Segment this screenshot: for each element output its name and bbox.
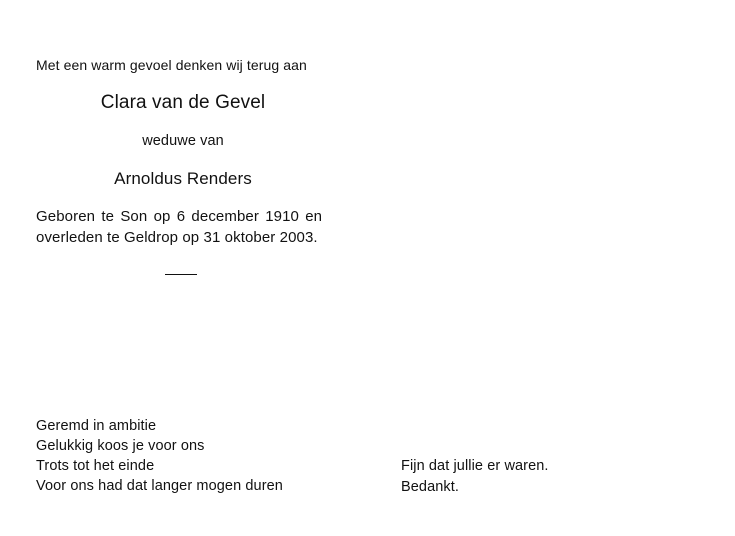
death-line: overleden te Geldrop op 31 oktober 2003.	[36, 229, 318, 246]
poem-line: Geremd in ambitie	[36, 418, 157, 434]
birth-line: Geboren te Son op 6 december 1910 en	[36, 208, 323, 225]
relation-text: weduwe van	[142, 133, 224, 149]
intro-text: Met een warm gevoel denken wij terug aan	[36, 57, 307, 73]
spouse-name: Arnoldus Renders	[114, 169, 252, 188]
poem-line: Trots tot het einde	[36, 458, 155, 474]
deceased-name: Clara van de Gevel	[100, 92, 266, 113]
thanks-line: Bedankt.	[401, 479, 460, 495]
divider-line	[165, 274, 197, 275]
poem-line: Gelukkig koos je voor ons	[36, 438, 205, 454]
thanks-line: Fijn dat jullie er waren.	[401, 458, 549, 474]
poem-line: Voor ons had dat langer mogen duren	[36, 478, 283, 494]
